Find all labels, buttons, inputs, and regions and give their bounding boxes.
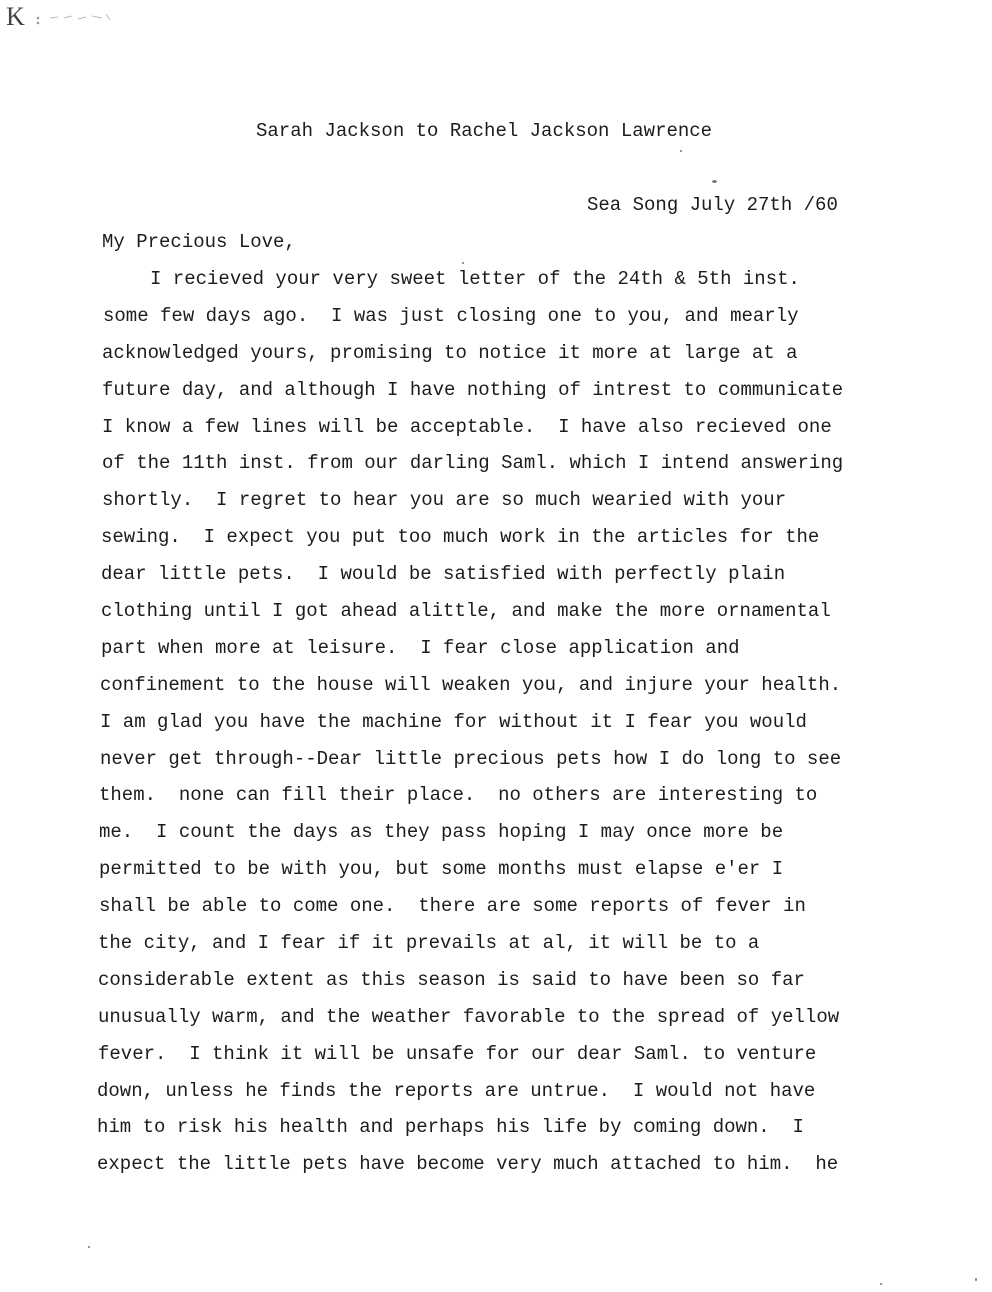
body-line: dear little pets. I would be satisfied with perfectly plain: [101, 563, 786, 586]
body-line: sewing. I expect you put too much work in the articles for the: [101, 526, 820, 549]
paper-speck: [712, 180, 717, 183]
body-line: considerable extent as this season is said to have been so far: [98, 968, 805, 991]
paper-speck: [975, 1278, 977, 1281]
body-line: expect the little pets have become very much attached to him. he: [97, 1153, 839, 1176]
paper-speck: [462, 262, 464, 264]
body-line: of the 11th inst. from our darling Saml. which I intend answering: [102, 452, 844, 475]
body-line: some few days ago. I was just closing one to you, and mearly: [103, 304, 799, 327]
letter-salutation: My Precious Love,: [102, 231, 296, 253]
letter-dateline: Sea Song July 27th /60: [587, 194, 838, 216]
body-line: acknowledged yours, promising to notice it more at large at a: [102, 341, 798, 364]
body-line: never get through--Dear little precious pets how I do long to see: [100, 747, 842, 770]
corner-annotation: K: [6, 2, 27, 31]
body-line: I am glad you have the machine for without it I fear you would: [100, 710, 807, 733]
body-line: him to risk his health and perhaps his life by coming down. I: [97, 1116, 804, 1139]
paper-speck: [680, 150, 682, 152]
body-line: I recieved your very sweet letter of the 24th & 5th inst.: [150, 268, 800, 290]
body-line: permitted to be with you, but some months must elapse e'er I: [99, 858, 784, 881]
letter-title: Sarah Jackson to Rachel Jackson Lawrence: [256, 120, 713, 142]
body-line: fever. I think it will be unsafe for our dear Saml. to venture: [98, 1042, 817, 1065]
body-line: part when more at leisure. I fear close application and: [101, 636, 740, 659]
paper-speck: [880, 1283, 882, 1285]
paper-speck: [88, 1246, 90, 1248]
body-line: clothing until I got ahead alittle, and make the more ornamental: [101, 600, 831, 623]
body-line: me. I count the days as they pass hoping I may once more be: [99, 821, 784, 844]
body-line: shall be able to come one. there are some reports of fever in: [99, 895, 806, 918]
letter-body: [0, 267, 992, 1189]
body-line: the city, and I fear if it prevails at al, it will be to a: [98, 932, 760, 955]
body-line: them. none can fill their place. no others are interesting to: [99, 784, 818, 807]
body-line: confinement to the house will weaken you, and injure your health.: [100, 673, 842, 696]
body-line: down, unless he finds the reports are untrue. I would not have: [97, 1079, 816, 1102]
body-line: shortly. I regret to hear you are so much wearied with your: [102, 489, 787, 512]
body-line: I know a few lines will be acceptable. I have also recieved one: [102, 415, 832, 438]
body-line: unusually warm, and the weather favorable to the spread of yellow: [98, 1005, 840, 1028]
body-line: future day, and although I have nothing of intrest to communicate: [102, 378, 844, 401]
corner-scribble: [30, 6, 120, 26]
